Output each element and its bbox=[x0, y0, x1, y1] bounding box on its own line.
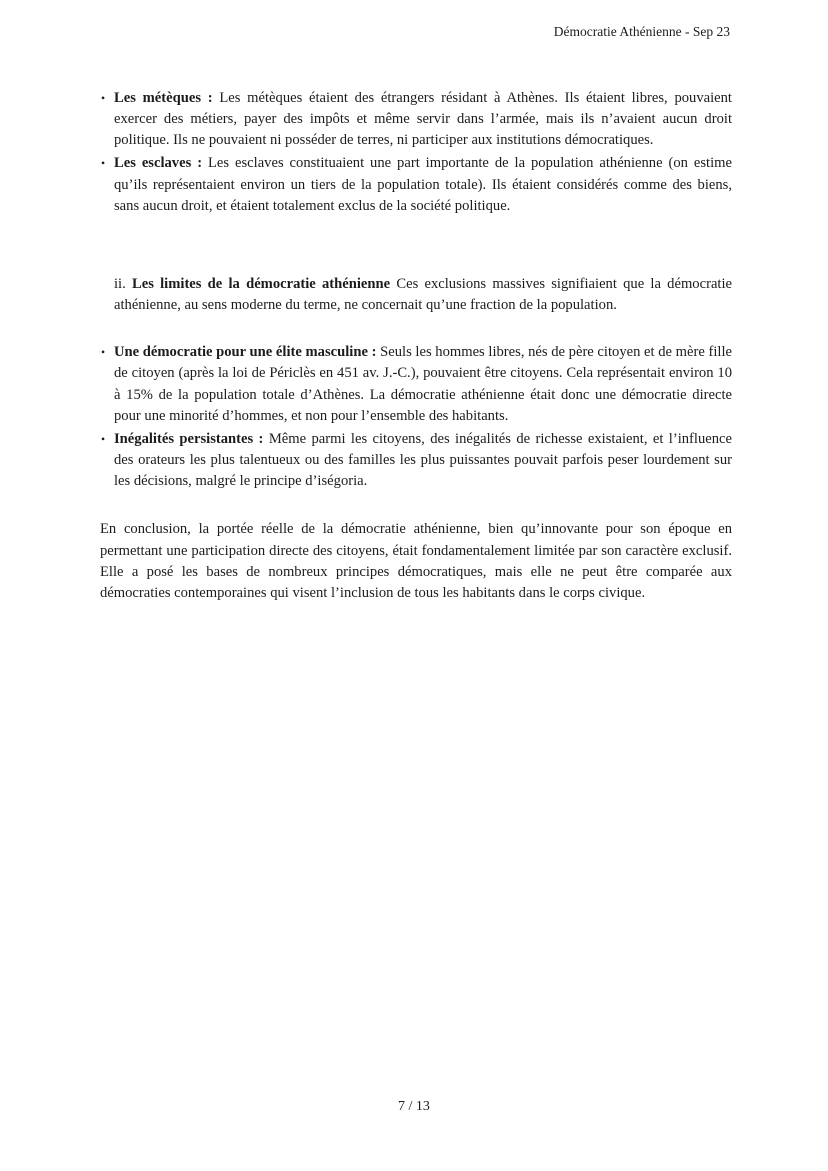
limits-list bbox=[100, 342, 732, 492]
subsection-title: Les limites de la démocratie athénienne bbox=[132, 275, 391, 292]
list-item-meteques bbox=[114, 88, 732, 151]
list-item-label: Une démocratie pour une élite masculine : bbox=[114, 344, 377, 361]
list-item-text: Les esclaves constituaient une part importante de la population athénienne (on estime qu’ils représentaient environ un tiers de la population totale). Ils étaient considérés comme des biens, sans aucun droit, et étaient totalement exclus de la société politique. bbox=[114, 155, 732, 214]
conclusion-paragraph: En conclusion, la portée réelle de la démocratie athénienne, bien qu’innovante pour son époque en permettant une participation directe des citoyens, était fondamentalement limitée par son caractère exclusif. Elle a posé les bases de nombreux principes démocratiques, mais elle ne peut être comparée aux démocraties contemporaines qui visent l’inclusion de tous les habitants dans le corps civique. bbox=[100, 521, 732, 601]
exclusions-list bbox=[100, 88, 732, 217]
page-number: 7 / 13 bbox=[398, 1099, 430, 1114]
subsection-numeral: ii. bbox=[114, 275, 126, 292]
list-item-label: Inégalités persistantes : bbox=[114, 430, 264, 447]
list-item-text: Les métèques étaient des étrangers résidant à Athènes. Ils étaient libres, pouvaient exercer des métiers, payer des impôts et même servir dans l’armée, mais ils n’avaient aucun droit politique. Ils ne pouvaient ni posséder de terres, ni participer aux institutions démocratiques. bbox=[114, 90, 732, 149]
page-header bbox=[554, 24, 730, 40]
list-item-label: Les métèques : bbox=[114, 90, 213, 106]
subsection-paragraph bbox=[100, 274, 732, 316]
list-item-text: Même parmi les citoyens, des inégalités de richesse existaient, et l’influence des orateurs les plus talentueux ou des familles les plus puissantes pouvait parfois peser lourdement sur les décisions, malgré le principe d’iségoria. bbox=[114, 430, 732, 490]
subsection-lead: Ces exclusions massives signifiaient que la démocratie athénienne, au sens moderne du terme, ne concernait qu’une fraction de la population. bbox=[114, 275, 733, 314]
list-item-inegalites bbox=[114, 429, 732, 492]
header-title: Démocratie Athénienne - Sep 23 bbox=[553, 24, 730, 39]
list-item-label: Les esclaves : bbox=[114, 155, 203, 172]
list-item-text: Seuls les hommes libres, nés de père citoyen et de mère fille de citoyen (après la loi de Périclès en 451 av. J.-C.), pouvaient être citoyens. Cela représentait environ 10 à 15% de la population totale d’Athènes. La démocratie athénienne était donc une démocratie directe pour une minorité d’hommes, et non pour l’ensemble des habitants. bbox=[114, 344, 733, 424]
list-item-elite-masculine bbox=[114, 342, 732, 427]
document-content bbox=[100, 88, 732, 619]
list-item-esclaves bbox=[114, 153, 732, 216]
page-footer bbox=[0, 1099, 828, 1115]
